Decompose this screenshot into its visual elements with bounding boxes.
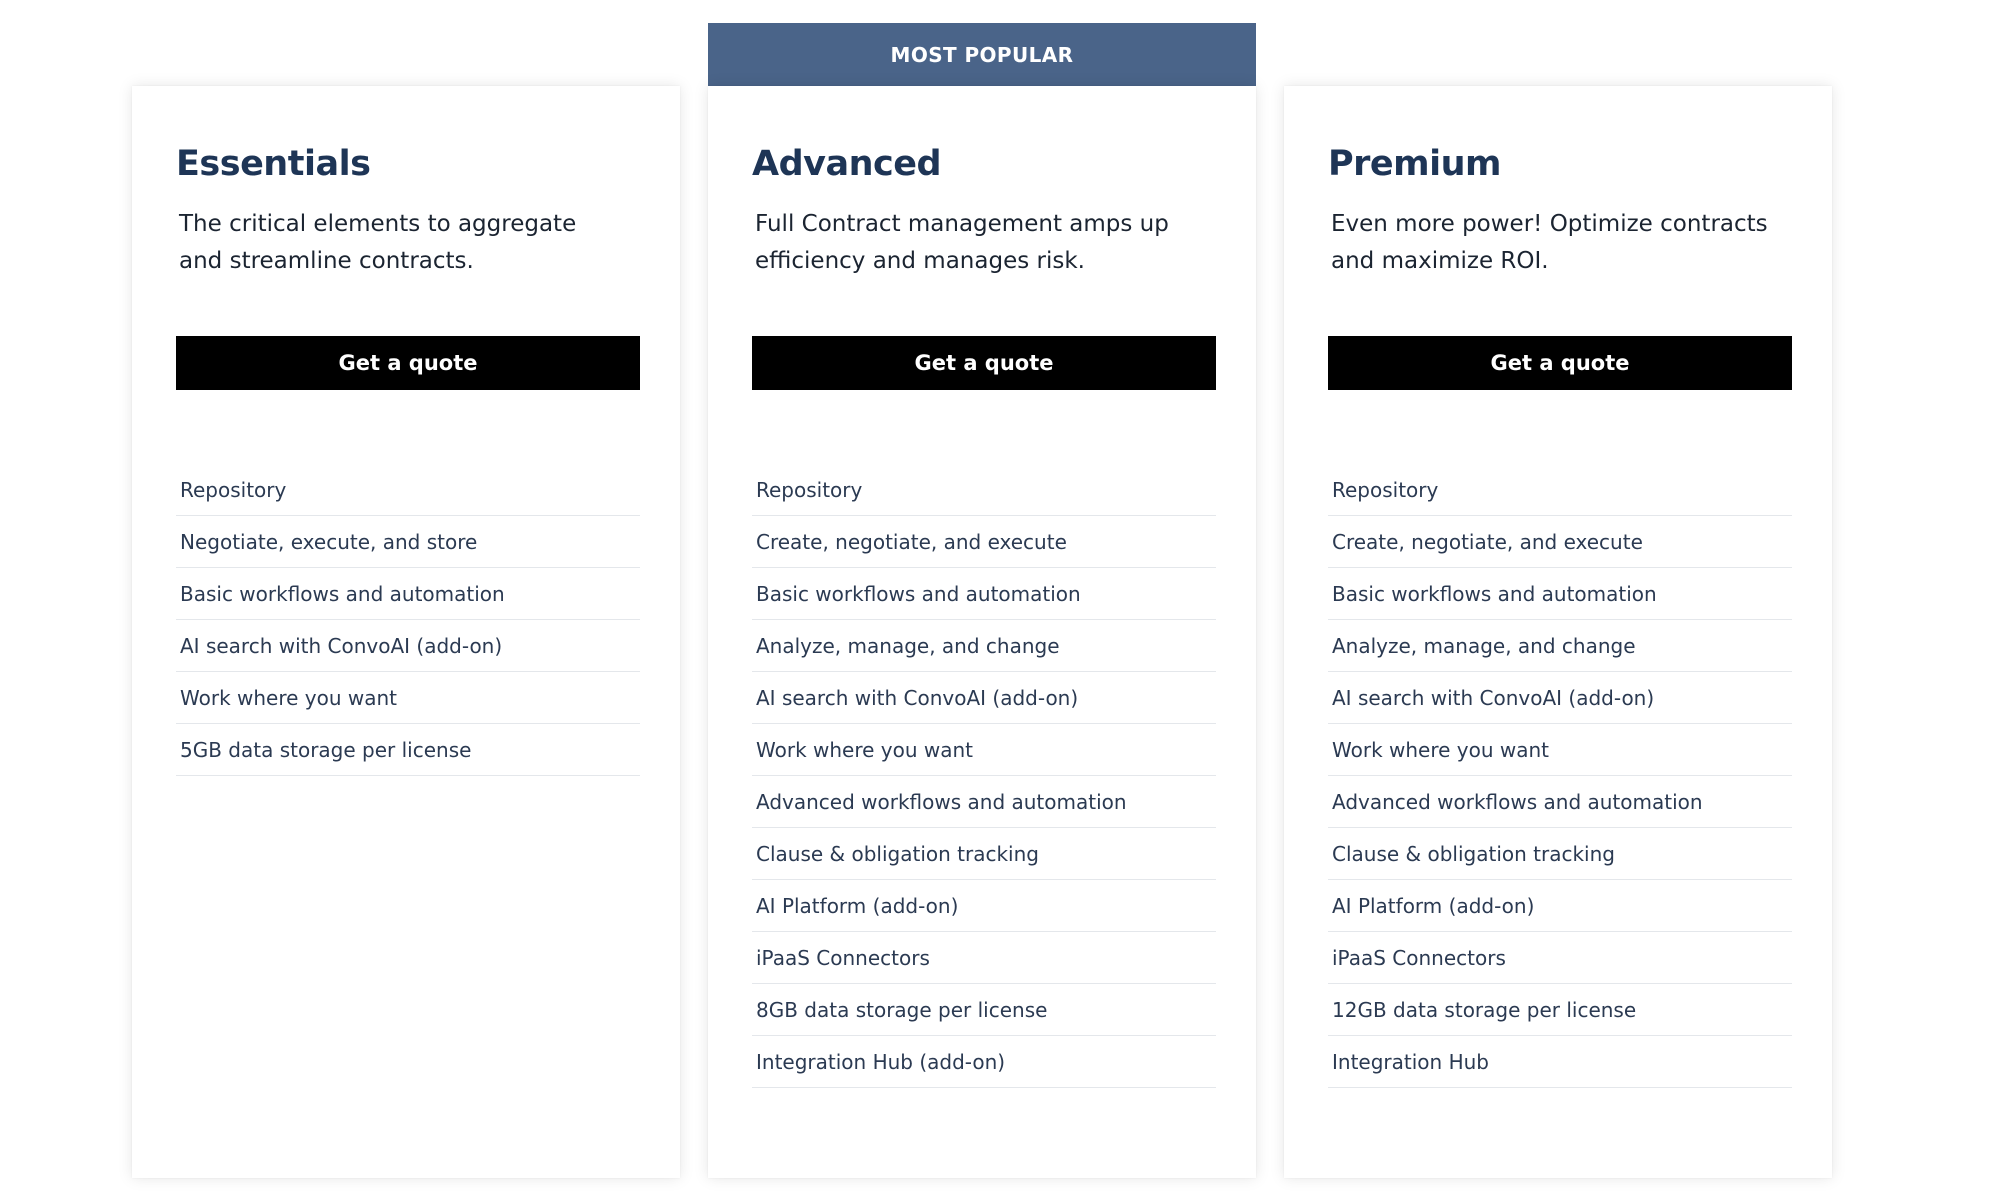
feature-item: AI search with ConvoAI (add-on) [752, 672, 1216, 724]
plan-description: The critical elements to aggregate and streamline contracts. [179, 211, 577, 274]
feature-item: Clause & obligation tracking [752, 828, 1216, 880]
feature-item: Work where you want [176, 672, 640, 724]
feature-item: 8GB data storage per license [752, 984, 1216, 1036]
plan-card-essentials [132, 86, 680, 1178]
most-popular-badge: MOST POPULAR [708, 23, 1256, 86]
feature-item: Clause & obligation tracking [1328, 828, 1792, 880]
feature-item: AI search with ConvoAI (add-on) [1328, 672, 1792, 724]
get-a-quote-button[interactable]: Get a quote [176, 336, 640, 390]
get-a-quote-button[interactable]: Get a quote [752, 336, 1216, 390]
feature-item: Advanced workflows and automation [1328, 776, 1792, 828]
feature-item: Basic workflows and automation [176, 568, 640, 620]
feature-item: AI search with ConvoAI (add-on) [176, 620, 640, 672]
feature-item: Work where you want [752, 724, 1216, 776]
feature-item: Basic workflows and automation [1328, 568, 1792, 620]
feature-item: Analyze, manage, and change [752, 620, 1216, 672]
get-a-quote-button[interactable]: Get a quote [1328, 336, 1792, 390]
feature-item: Create, negotiate, and execute [1328, 516, 1792, 568]
feature-item: iPaaS Connectors [752, 932, 1216, 984]
feature-item: Negotiate, execute, and store [176, 516, 640, 568]
feature-item: Advanced workflows and automation [752, 776, 1216, 828]
plan-description: Full Contract management amps up efficiency and manages risk. [755, 211, 1169, 274]
feature-item: 5GB data storage per license [176, 724, 640, 776]
feature-list [1328, 464, 1792, 1088]
feature-item: Integration Hub (add-on) [752, 1036, 1216, 1088]
feature-item: Repository [176, 464, 640, 516]
feature-item: Basic workflows and automation [752, 568, 1216, 620]
feature-item: 12GB data storage per license [1328, 984, 1792, 1036]
plan-description: Even more power! Optimize contracts and maximize ROI. [1331, 211, 1768, 274]
feature-item: Integration Hub [1328, 1036, 1792, 1088]
feature-item: iPaaS Connectors [1328, 932, 1792, 984]
feature-item: Work where you want [1328, 724, 1792, 776]
feature-item: AI Platform (add-on) [1328, 880, 1792, 932]
feature-item: Repository [752, 464, 1216, 516]
feature-list [176, 464, 640, 776]
feature-list [752, 464, 1216, 1088]
feature-item: AI Platform (add-on) [752, 880, 1216, 932]
feature-item: Create, negotiate, and execute [752, 516, 1216, 568]
plan-name: Premium [1328, 144, 1502, 184]
plan-card-premium [1284, 86, 1832, 1178]
plan-name: Essentials [176, 144, 371, 184]
feature-item: Repository [1328, 464, 1792, 516]
plan-card-advanced [708, 86, 1256, 1178]
feature-item: Analyze, manage, and change [1328, 620, 1792, 672]
plan-name: Advanced [752, 144, 942, 184]
